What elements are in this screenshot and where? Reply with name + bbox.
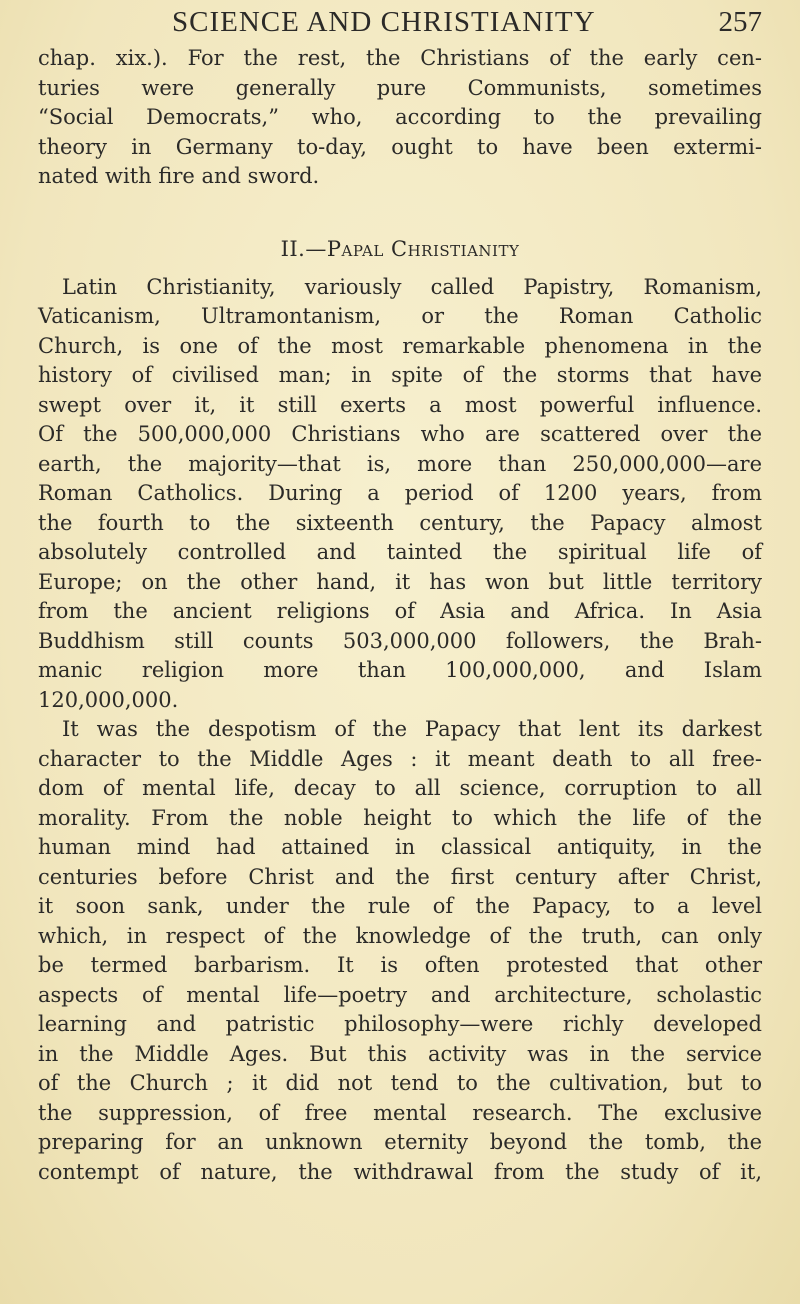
text-line: which, in respect of the knowledge of the truth, can only: [38, 923, 762, 948]
text-line: history of civilised man; in spite of the storms that have: [38, 363, 762, 387]
text-line: nated with fire and sword.: [38, 164, 320, 188]
text-line: turies were generally pure Communists, sometimes: [38, 75, 762, 100]
text-line: “Social Democrats,” who, according to the prevailing: [38, 105, 762, 129]
text-line: Latin Christianity, variously called Papistry, Romanism,: [62, 274, 762, 299]
text-line: Vaticanism, Ultramontanism, or the Roman Catholic: [38, 304, 762, 328]
text-line: manic religion more than 100,000,000, and Islam: [38, 658, 762, 682]
section-dash: —: [305, 236, 327, 261]
text-line: Buddhism still counts 503,000,000 followers, the Brah-: [38, 628, 762, 653]
text-line: 120,000,000.: [38, 687, 179, 712]
text-line: theory in Germany to-day, ought to have been extermi-: [38, 134, 762, 159]
text-line: earth, the majority—that is, more than 250,000,000—are: [38, 451, 762, 476]
running-title: SCIENCE AND CHRISTIANITY: [172, 6, 596, 38]
text-line: preparing for an unknown eternity beyond the tomb, the: [38, 1130, 762, 1154]
section-numeral: II.: [280, 236, 306, 261]
paragraph-1: [38, 44, 762, 192]
text-line: chap. xix.). For the rest, the Christians of the early cen-: [38, 46, 762, 70]
text-line: centuries before Christ and the first century after Christ,: [38, 864, 762, 889]
text-line: the fourth to the sixteenth century, the Papacy almost: [38, 510, 762, 535]
text-line: the suppression, of free mental research. The exclusive: [38, 1100, 762, 1125]
text-line: absolutely controlled and tainted the spiritual life of: [38, 540, 762, 564]
paragraph-2: [38, 273, 762, 716]
text-line: It was the despotism of the Papacy that lent its darkest: [62, 717, 762, 741]
text-line: of the Church ; it did not tend to the cultivation, but to: [38, 1071, 762, 1095]
running-head: [0, 4, 800, 40]
text-line: dom of mental life, decay to all science, corruption to all: [38, 776, 762, 800]
text-line: Europe; on the other hand, it has won but little territory: [38, 569, 762, 594]
text-line: be termed barbarism. It is often protested that other: [38, 953, 762, 977]
paragraph-3: [38, 715, 762, 1187]
section-heading: [38, 225, 762, 273]
text-line: character to the Middle Ages : it meant death to all free-: [38, 746, 762, 771]
text-line: Roman Catholics. During a period of 1200 years, from: [38, 481, 762, 505]
text-line: Church, is one of the most remarkable phenomena in the: [38, 333, 762, 358]
text-line: contempt of nature, the withdrawal from the study of it,: [38, 1159, 762, 1184]
text-line: aspects of mental life—poetry and architecture, scholastic: [38, 982, 762, 1007]
section-title: Papal Christianity: [326, 236, 520, 261]
text-line: from the ancient religions of Asia and Africa. In Asia: [38, 599, 762, 623]
page-number: 257: [718, 6, 762, 38]
text-line: in the Middle Ages. But this activity was in the service: [38, 1041, 762, 1066]
text-line: morality. From the noble height to which the life of the: [38, 805, 762, 830]
text-line: Of the 500,000,000 Christians who are scattered over the: [38, 422, 762, 446]
text-line: human mind had attained in classical antiquity, in the: [38, 835, 762, 859]
body-text: [38, 44, 762, 1187]
text-line: it soon sank, under the rule of the Papacy, to a level: [38, 894, 762, 918]
text-line: learning and patristic philosophy—were richly developed: [38, 1012, 762, 1036]
text-line: swept over it, it still exerts a most powerful influence.: [38, 392, 762, 417]
